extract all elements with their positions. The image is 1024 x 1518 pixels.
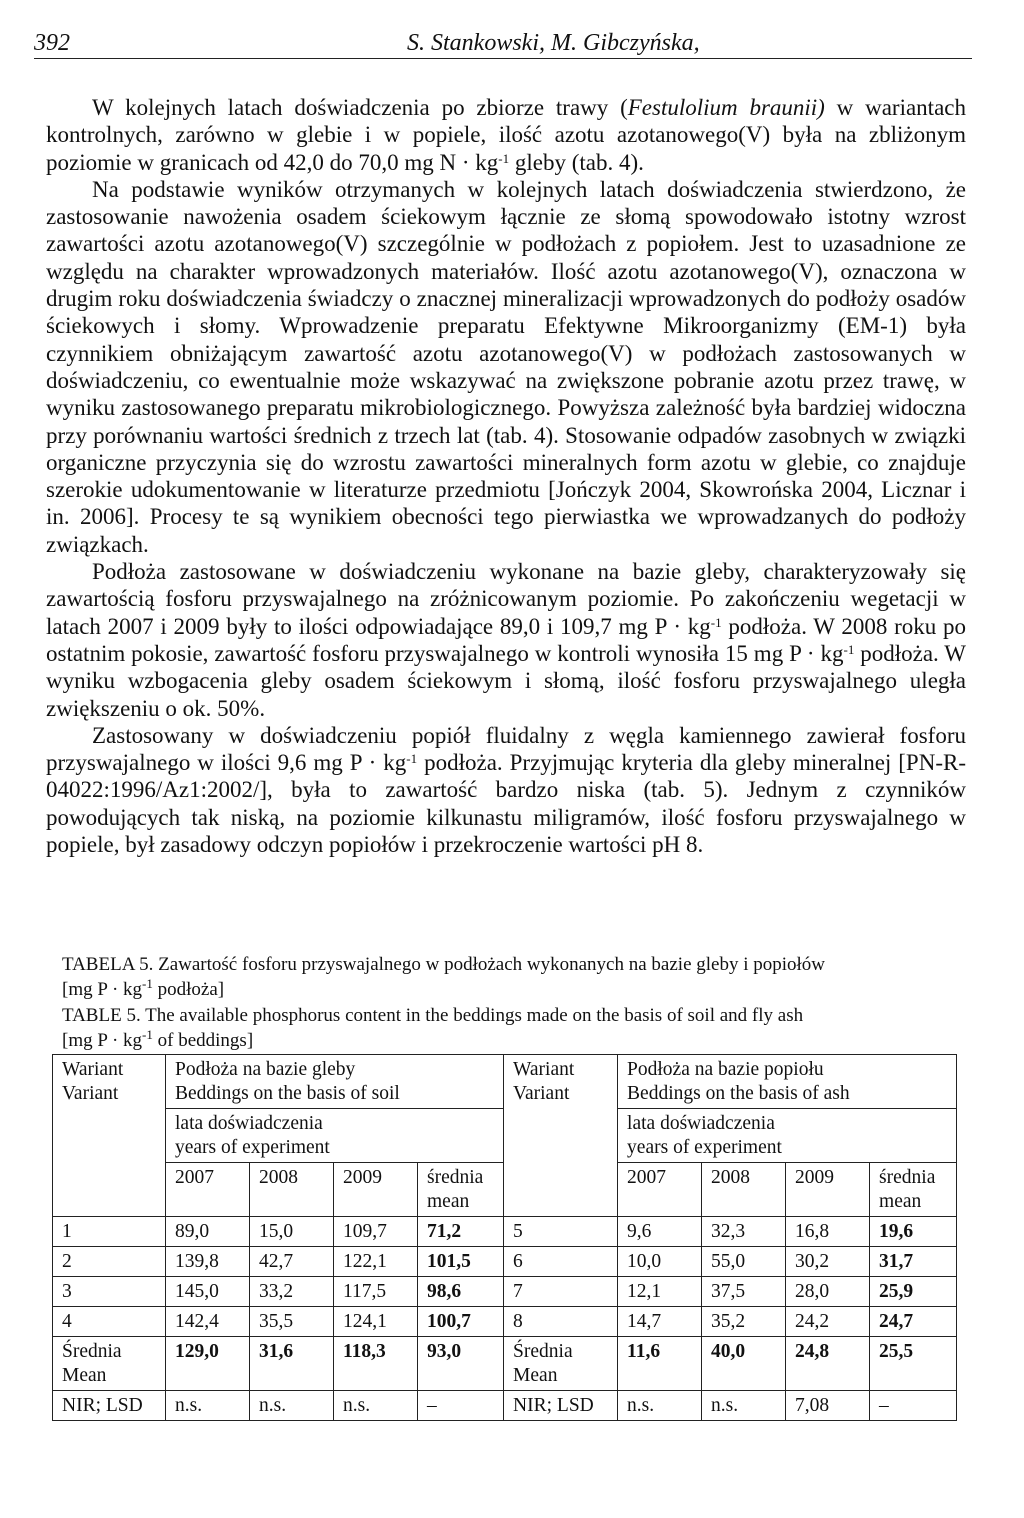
table-row: 2 139,8 42,7 122,1 101,5 6 10,0 55,0 30,2 31,7: [53, 1247, 957, 1277]
paragraph-1: W kolejnych latach doświadczenia po zbiorze trawy (Festulolium braunii) w wariantach kontrolnych, zarówno w glebie i w popiele, ilość azotu azotanowego(V) była na zbliżonym poziomie w granicach od 42,0 do 70,0 mg $N \cdot kg^{-1}$ gleby (tab. 4).: [46, 95, 966, 175]
table-row: 1 89,0 15,0 109,7 71,2 5 9,6 32,3 16,8 19,6: [53, 1217, 957, 1247]
table-row: 4 142,4 35,5 124,1 100,7 8 14,7 35,2 24,2 24,7: [53, 1307, 957, 1337]
table-row: 3 145,0 33,2 117,5 98,6 7 12,1 37,5 28,0 25,9: [53, 1277, 957, 1307]
page-number: 392: [34, 30, 70, 56]
mean-row: Średnia Mean 129,0 31,6 118,3 93,0 Średnia Mean 11,6 40,0 24,8 25,5: [53, 1337, 957, 1391]
years-header-soil: lata doświadczenia years of experiment: [166, 1109, 504, 1163]
year-header: 2009: [786, 1163, 870, 1217]
variant-header-soil: Wariant Variant: [53, 1055, 166, 1217]
year-header: 2007: [618, 1163, 702, 1217]
paragraph-4: Zastosowany w doświadczeniu popiół fluidalny z węgla kamiennego zawierał fosforu przyswajalnego w ilości 9,6 mg $P \cdot kg^{-1}$ podłoża. Przyjmując kryteria dla gleby mineralnej [PN-R-04022:1996/Az1:2002/], była to zawartość bardzo niska (tab. 5). Jednym z czynników powodujących tak niską, na poziomie kilkunastu miligramów, ilość fosforu przyswajalnego w popiele, był zasadowy odczyn popiołów i przekroczenie wartości pH 8.: [46, 722, 966, 858]
mean-header: średnia mean: [418, 1163, 504, 1217]
phosphorus-table: [52, 1054, 957, 1421]
paragraph-2: Na podstawie wyników otrzymanych w kolejnych latach doświadczenia stwierdzono, że zastosowanie nawożenia osadem ściekowym łącznie ze słomą spowodowało istotny wzrost zawartości azotu azotanowego(V) szczególnie w podłożach z popiołem. Jest to uzasadnione ze względu na charakter wprowadzonych materiałów. Ilość azotu azotanowego(V), oznaczona w drugim roku doświadczenia świadczy o znacznej mineralizacji wprowadzonych do podłoży osadów ściekowych i słomy. Wprowadzenie preparatu Efektywne Mikroorganizmy (EM-1) była czynnikiem obniżającym zawartość azotu azotanowego(V) w podłożach zastosowanych w doświadczeniu, co ewentualnie może wskazywać na zwiększone pobranie azotu przez trawę, w wyniku zastosowanego preparatu mikrobiologicznego. Powyższa zależność była bardziej widoczna przy porównaniu wartości średnich z trzech lat (tab. 4). Stosowanie odpadów zasobnych w związki organiczne przyczynia się do wzrostu zawartości mineralnych form azotu w glebie, co znajduje szerokie udokumentowanie w literaturze przedmiotu [Jończyk 2004, Skowrońska 2004, Licznar i in. 2006]. Procesy te są wynikiem obecności tego pierwiastka we wprowadzanych do podłoży związkach.: [46, 176, 966, 557]
years-header-ash: lata doświadczenia years of experiment: [618, 1109, 957, 1163]
variant-header-ash: Wariant Variant: [504, 1055, 618, 1217]
soil-beddings-header: Podłoża na bazie gleby Beddings on the basis of soil: [166, 1055, 504, 1109]
lsd-row: NIR; LSD n.s. n.s. n.s. – NIR; LSD n.s. n.s. 7,08 –: [53, 1391, 957, 1421]
caption-pl-unit: [mg $P \cdot kg^{-1}$ podłoża]: [62, 976, 225, 1001]
paragraph-3: Podłoża zastosowane w doświadczeniu wykonane na bazie gleby, charakteryzowały się zawartością fosforu przyswajalnego na zróżnicowanym poziomie. Po zakończeniu wegetacji w latach 2007 i 2009 były to ilości odpowiadające 89,0 i 109,7 mg $P \cdot kg^{-1}$ podłoża. W 2008 roku po ostatnim pokosie, zawartość fosforu przyswajalnego w kontroli wynosiła 15 mg $P \cdot kg^{-1}$ podłoża. W wyniku wzbogacenia gleby osadem ściekowym i słomą, ilość fosforu przyswajalnego uległa zwiększeniu o ok. 50%.: [46, 559, 967, 721]
article-body: [46, 94, 966, 858]
year-header: 2009: [334, 1163, 418, 1217]
year-header: 2008: [702, 1163, 786, 1217]
year-header: 2008: [250, 1163, 334, 1217]
caption-en: TABLE 5. The available phosphorus content in the beddings made on the basis of soil and fly ash: [62, 1004, 804, 1026]
caption-en-unit: [mg $P \cdot kg^{-1}$ of beddings]: [62, 1026, 254, 1051]
ash-beddings-header: Podłoża na bazie popiołu Beddings on the basis of ash: [618, 1055, 957, 1109]
caption-pl: TABELA 5. Zawartość fosforu przyswajalnego w podłożach wykonanych na bazie gleby i popiołów: [62, 954, 826, 975]
species-name: Festulolium braunii): [627, 95, 825, 120]
table-caption: [62, 952, 962, 1053]
page-header: [34, 24, 972, 59]
year-header: 2007: [166, 1163, 250, 1217]
mean-header: średnia mean: [870, 1163, 957, 1217]
running-head: S. Stankowski, M. Gibczyńska,: [407, 30, 700, 56]
